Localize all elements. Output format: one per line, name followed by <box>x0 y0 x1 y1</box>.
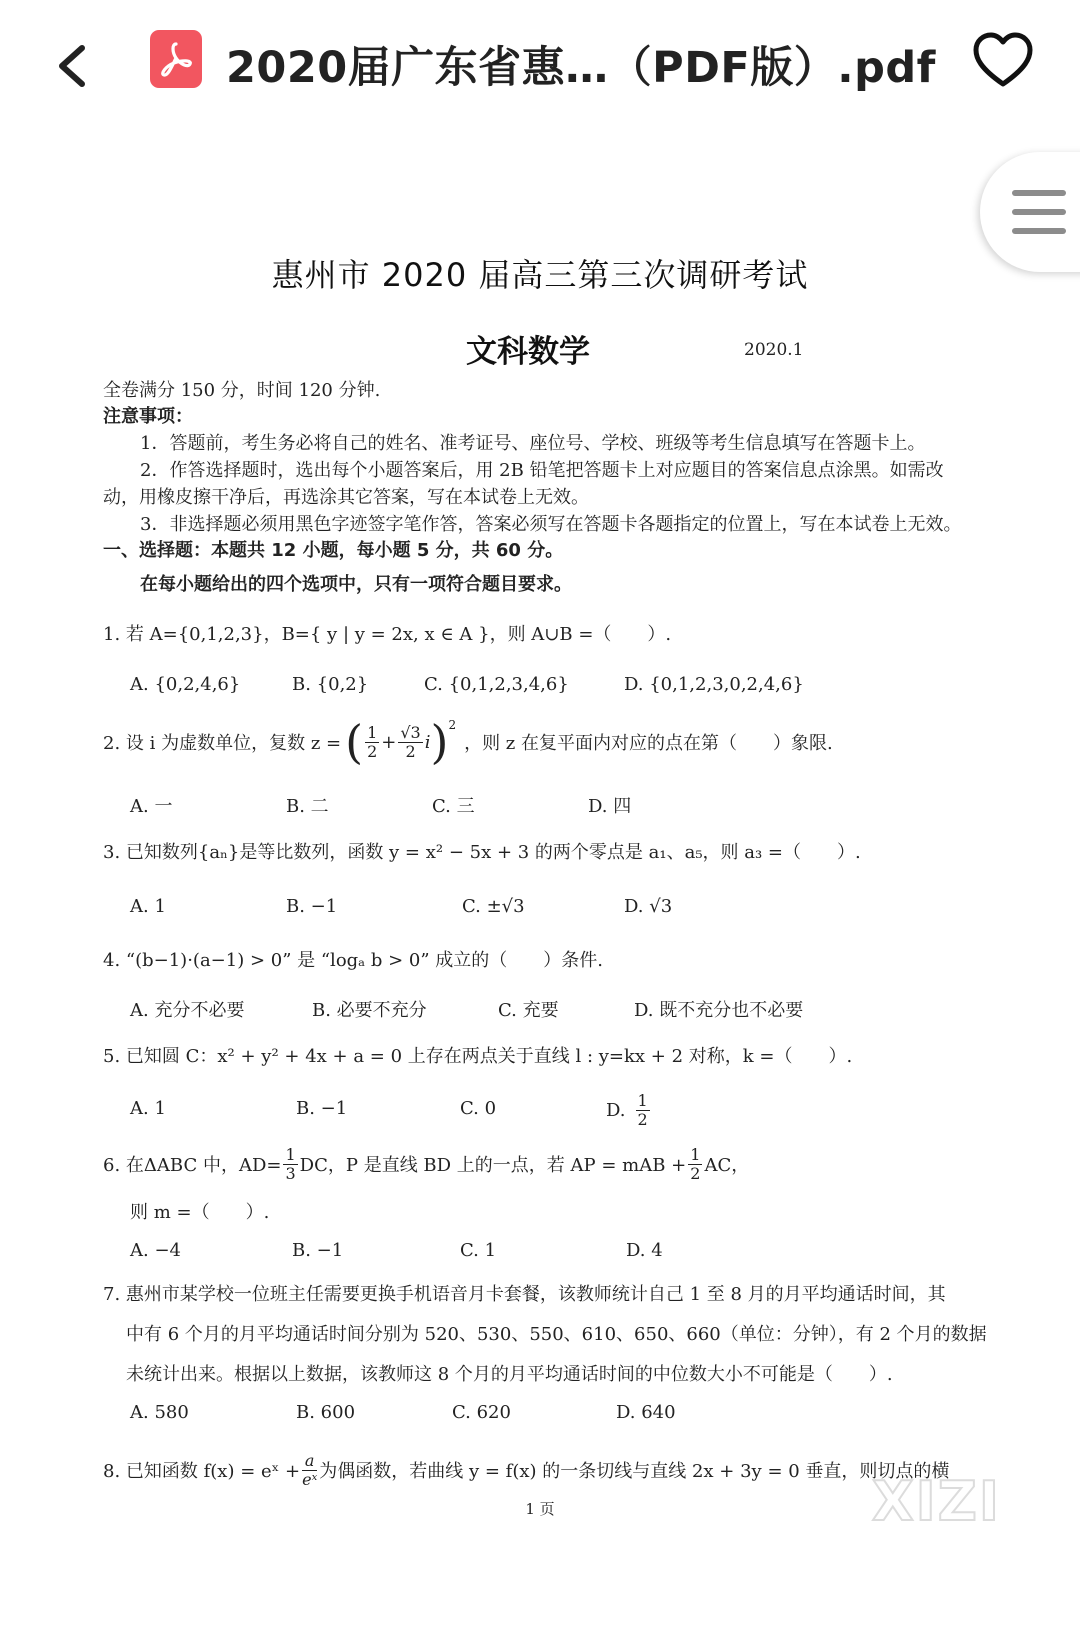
q2-option-a: A. 一 <box>130 796 173 817</box>
question-1: 1. 若 A={0,1,2,3}，B={ y | y = 2x, x ∈ A }，则 A∪B =（ ）. <box>103 624 672 645</box>
page-number: 1 页 <box>525 1500 555 1518</box>
question-7-line-3: 未统计出来。根据以上数据，该教师这 8 个月的月平均通话时间的中位数大小不可能是（ ）. <box>126 1364 893 1385</box>
chevron-left-icon <box>48 36 108 96</box>
exam-date: 2020.1 <box>744 340 804 360</box>
document-title: 2020届广东省惠…（PDF版）.pdf <box>226 43 936 93</box>
heart-icon <box>970 28 1036 94</box>
q2-option-d: D. 四 <box>588 796 632 817</box>
q6-option-a: A. −4 <box>130 1240 181 1261</box>
q6-option-d: D. 4 <box>626 1240 663 1261</box>
favorite-button[interactable] <box>970 28 1036 94</box>
q5-option-c: C. 0 <box>460 1098 497 1119</box>
pdf-icon <box>150 30 202 88</box>
note-2: 2．作答选择题时，选出每个小题答案后，用 2B 铅笔把答题卡上对应题目的答案信息点涂黑。如需改 <box>140 460 944 481</box>
q4-option-d: D. 既不充分也不必要 <box>634 1000 804 1021</box>
pdf-page <box>0 130 1080 1639</box>
q7-option-d: D. 640 <box>616 1402 676 1423</box>
question-3: 3. 已知数列{aₙ}是等比数列，函数 y = x² − 5x + 3 的两个零点是 a₁、a₅，则 a₃ =（ ）. <box>103 842 861 863</box>
q2-option-b: B. 二 <box>286 796 329 817</box>
watermark: XIZI <box>872 1470 1001 1533</box>
q3-option-d: D. √3 <box>624 896 673 917</box>
q1-option-a: A. {0,2,4,6} <box>130 674 241 695</box>
q4-option-a: A. 充分不必要 <box>130 1000 245 1021</box>
note-3: 3．非选择题必须用黑色字迹签字笔作答，答案必须写在答题卡各题指定的位置上，写在本试卷上无效。 <box>140 514 962 535</box>
q1-option-c: C. {0,1,2,3,4,6} <box>424 674 569 695</box>
q2-fraction-2: $\frac{√3}{2}$ <box>400 722 421 761</box>
exam-title: 惠州市 2020 届高三第三次调研考试 <box>271 256 809 294</box>
q6-option-b: B. −1 <box>292 1240 344 1261</box>
q7-option-b: B. 600 <box>296 1402 356 1423</box>
question-6: 6. 在ΔABC 中，AD= $\frac{1}{3}$ DC，P 是直线 BD 上的一点，若 AP = mAB + $\frac{1}{2}$ AC， <box>103 1144 750 1183</box>
back-button[interactable] <box>48 36 108 96</box>
q3-option-a: A. 1 <box>130 896 166 917</box>
q5-option-d: D. $\frac{1}{2}$ <box>606 1090 648 1129</box>
note-1: 1．答题前，考生务必将自己的姓名、准考证号、座位号、学校、班级等考生信息填写在答题卡上。 <box>140 433 926 454</box>
section-heading: 一、选择题：本题共 12 小题，每小题 5 分，共 60 分。 <box>103 540 564 561</box>
notes-heading: 注意事项： <box>103 406 193 427</box>
intro-text: 全卷满分 150 分，时间 120 分钟. <box>103 380 381 401</box>
q2-fraction-1: $\frac{1}{2}$ <box>367 722 378 761</box>
q6-option-c: C. 1 <box>460 1240 497 1261</box>
q3-option-c: C. ±√3 <box>462 896 525 917</box>
q1-option-d: D. {0,1,2,3,0,2,4,6} <box>624 674 804 695</box>
q5-option-b: B. −1 <box>296 1098 348 1119</box>
q5-option-a: A. 1 <box>130 1098 166 1119</box>
question-8: 8. 已知函数 f(x) = eˣ + $\frac{a}{\text{eˣ}}$ 为偶函数，若曲线 y = f(x) 的一条切线与直线 2x + 3y = 0 垂直，则切点的横 <box>103 1450 950 1489</box>
q1-option-b: B. {0,2} <box>292 674 369 695</box>
section-subheading: 在每小题给出的四个选项中，只有一项符合题目要求。 <box>140 574 572 595</box>
question-2: 2. 设 i 为虚数单位，复数 z = ( $\frac{1}{2}$ + $\frac{√3}{2}$ i ) 2 ，则 z 在复平面内对应的点在第（ ）象限. <box>103 715 833 769</box>
question-7-line-2: 中有 6 个月的月平均通话时间分别为 520、530、550、610、650、660（单位：分钟），有 2 个月的数据 <box>126 1324 987 1345</box>
question-5: 5. 已知圆 C：x² + y² + 4x + a = 0 上存在两点关于直线 l : y=kx + 2 对称，k =（ ）. <box>103 1046 853 1067</box>
q7-option-a: A. 580 <box>130 1402 189 1423</box>
q2-option-c: C. 三 <box>432 796 475 817</box>
question-7: 7. 惠州市某学校一位班主任需要更换手机语音月卡套餐，该教师统计自己 1 至 8 月的月平均通话时间，其 <box>103 1284 946 1305</box>
exam-subject: 文科数学 <box>466 334 590 370</box>
q4-option-b: B. 必要不充分 <box>312 1000 427 1021</box>
question-6-line-2: 则 m =（ ）. <box>130 1202 270 1223</box>
q3-option-b: B. −1 <box>286 896 338 917</box>
q4-option-c: C. 充要 <box>498 1000 559 1021</box>
top-bar <box>0 0 1080 130</box>
q7-option-c: C. 620 <box>452 1402 511 1423</box>
question-4: 4. “(b−1)·(a−1) > 0” 是 “logₐ b > 0” 成立的（ ）条件. <box>103 950 603 971</box>
note-2-cont: 动，用橡皮擦干净后，再选涂其它答案，写在本试卷上无效。 <box>103 487 589 508</box>
